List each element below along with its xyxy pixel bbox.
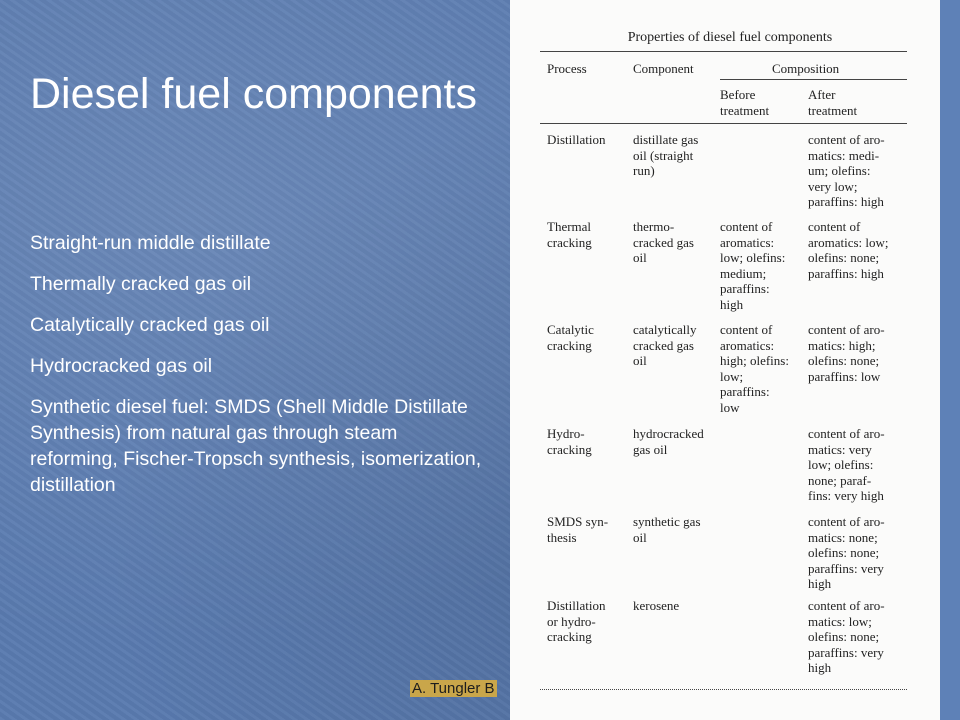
cell-after: content of aro- matics: medi- um; olefins: very low; paraffins: high xyxy=(808,132,885,210)
cell-component: hydrocracked gas oil xyxy=(633,426,704,457)
cell-component: distillate gas oil (straight run) xyxy=(633,132,699,179)
table-rule xyxy=(540,689,907,690)
cell-process: Hydro- cracking xyxy=(547,426,592,457)
slide-footer: A. Tungler B xyxy=(412,680,495,697)
cell-process: Catalytic cracking xyxy=(547,322,594,353)
header-before-treatment: Before treatment xyxy=(720,87,770,118)
cell-before: content of aromatics: low; olefins: medium; paraffins: high xyxy=(720,219,786,312)
bullet-item: Synthetic diesel fuel: SMDS (Shell Middle Distillate Synthesis) from natural gas through steam reforming, Fischer-Tropsch synthesis, isomerization, distillation xyxy=(30,396,482,496)
bullet-list xyxy=(30,230,490,513)
cell-process: Distillation xyxy=(547,132,606,147)
header-component: Component xyxy=(633,61,694,76)
cell-component: catalytically cracked gas oil xyxy=(633,322,697,369)
table-rule xyxy=(540,51,907,52)
cell-after: content of aromatics: low; olefins: none; paraffins: high xyxy=(808,219,889,281)
header-composition: Composition xyxy=(772,61,840,76)
cell-after: content of aro- matics: low; olefins: none; paraffins: very high xyxy=(808,598,885,676)
cell-after: content of aro- matics: very low; olefins: none; paraf- fins: very high xyxy=(808,426,885,504)
cell-before: content of aromatics: high; olefins: low; paraffins: low xyxy=(720,322,789,415)
cell-after: content of aro- matics: high; olefins: none; paraffins: low xyxy=(808,322,885,384)
table-rule xyxy=(720,79,907,80)
cell-process: Thermal cracking xyxy=(547,219,592,250)
cell-component: kerosene xyxy=(633,598,680,613)
header-after-treatment: After treatment xyxy=(808,87,858,118)
cell-process: Distillation or hydro- cracking xyxy=(547,598,606,645)
slide-title: Diesel fuel components xyxy=(30,70,477,118)
table-rule xyxy=(540,123,907,124)
table-title: Properties of diesel fuel components xyxy=(627,30,833,45)
cell-component: thermo- cracked gas oil xyxy=(633,219,694,266)
cell-process: SMDS syn- thesis xyxy=(547,514,609,545)
bullet-item: Thermally cracked gas oil xyxy=(30,273,252,295)
header-process: Process xyxy=(547,61,587,76)
bullet-item: Hydrocracked gas oil xyxy=(30,355,213,377)
bullet-item: Catalytically cracked gas oil xyxy=(30,314,270,336)
cell-component: synthetic gas oil xyxy=(633,514,701,545)
cell-after: content of aro- matics: none; olefins: none; paraffins: very high xyxy=(808,514,885,592)
slide-edge-strip xyxy=(940,0,960,720)
table-image xyxy=(510,0,940,720)
bullet-item: Straight-run middle distillate xyxy=(30,232,271,254)
